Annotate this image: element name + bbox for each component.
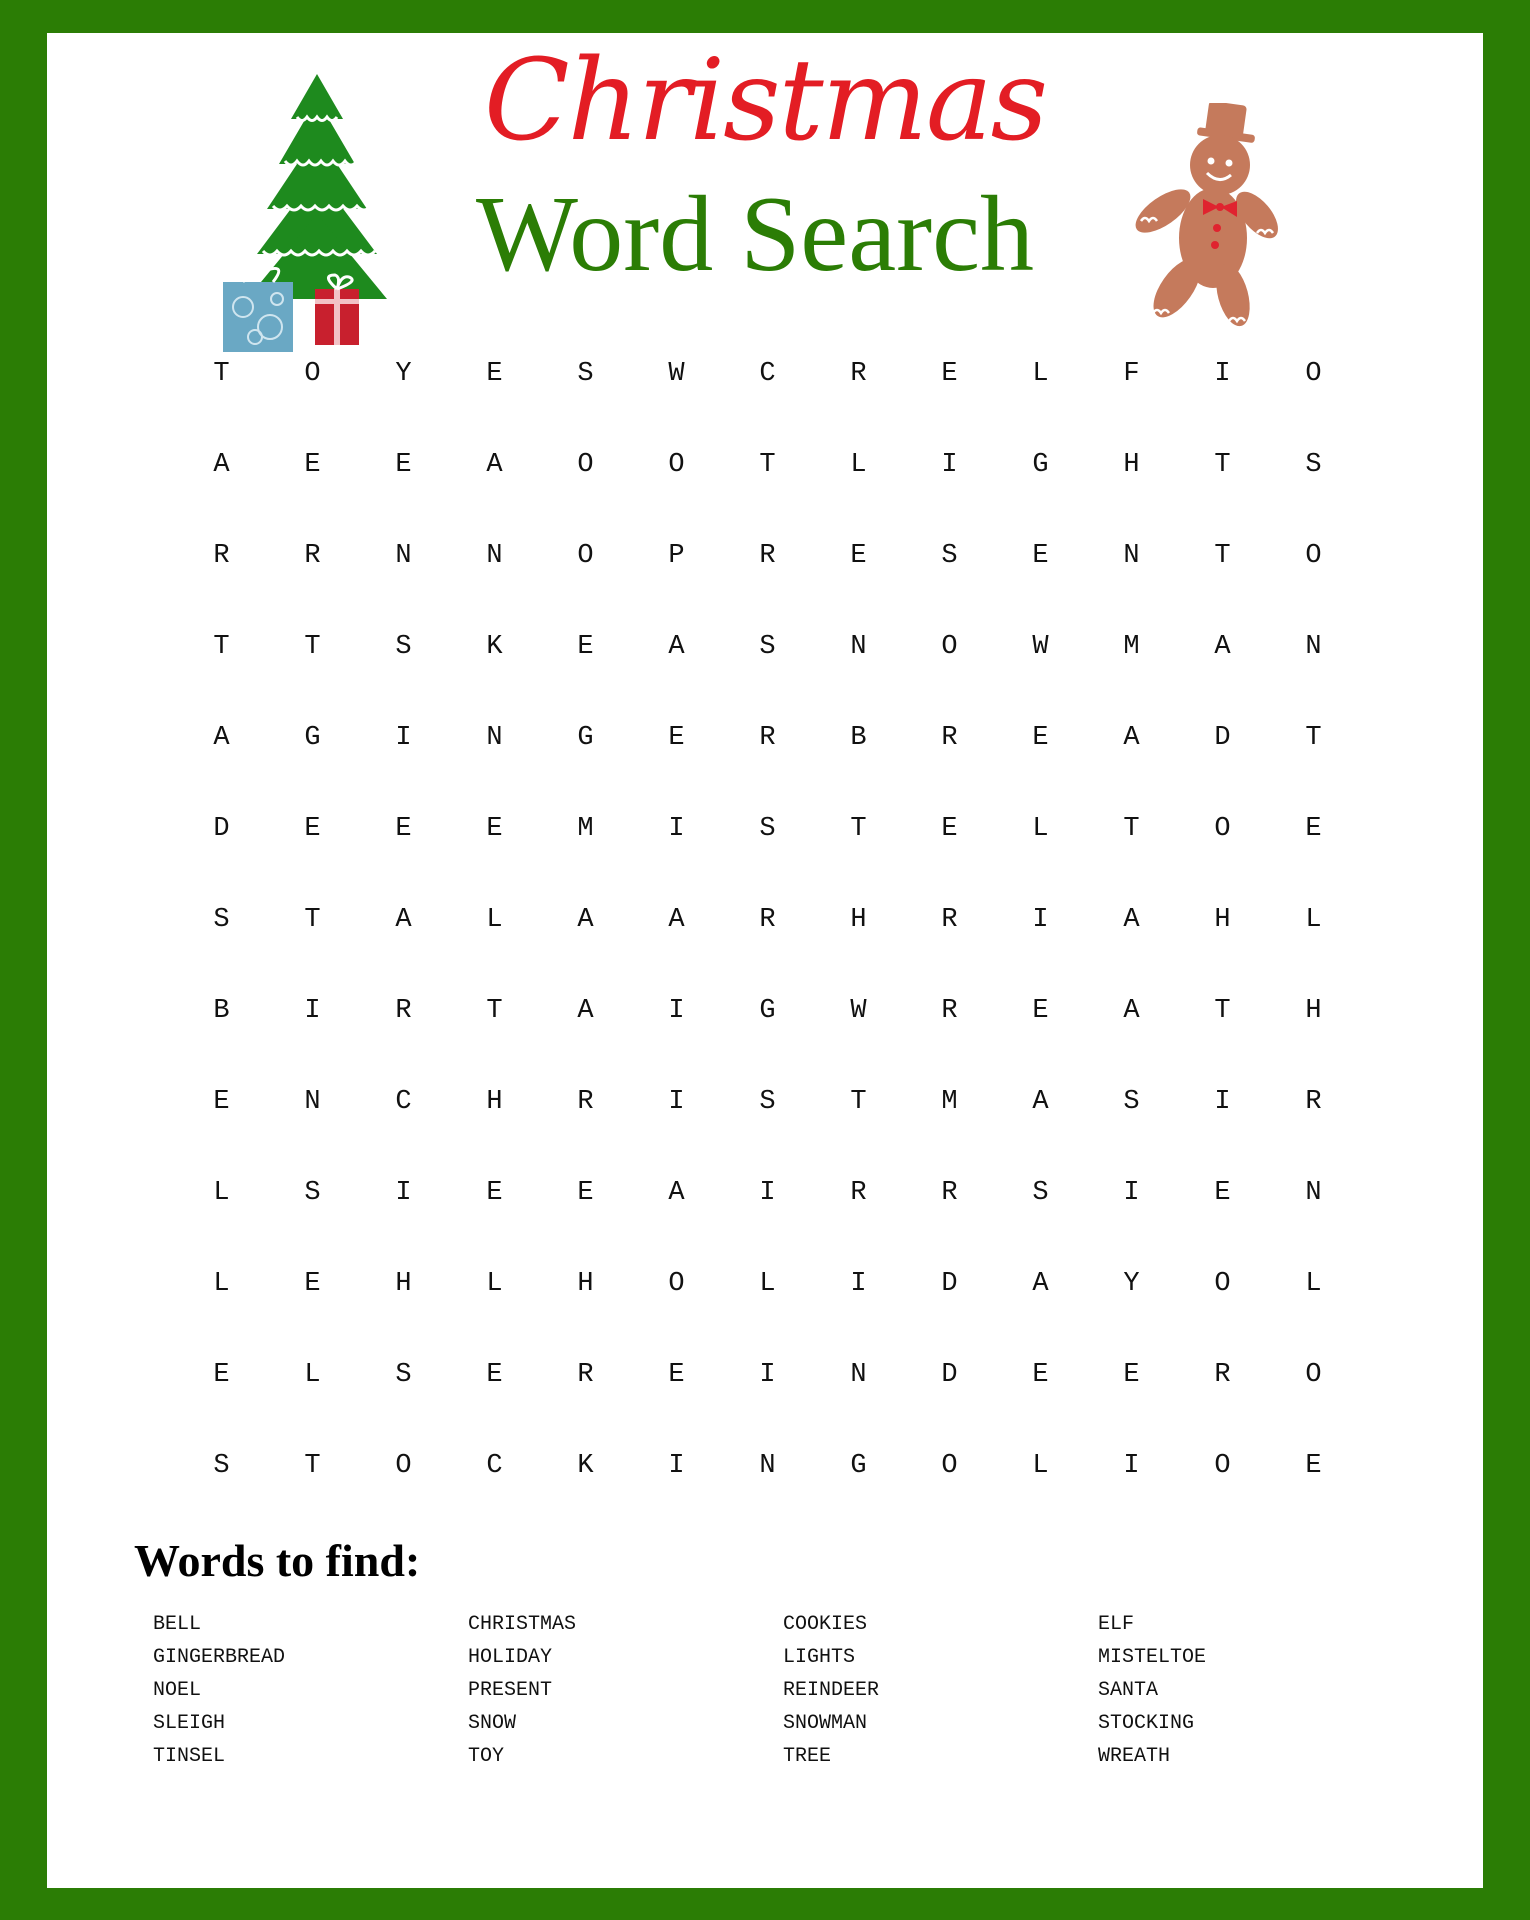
grid-letter: G — [577, 722, 594, 753]
grid-letter: I — [941, 449, 958, 480]
word-item: MISTELTOE — [1098, 1646, 1207, 1669]
grid-letter: S — [304, 1177, 321, 1208]
grid-letter: I — [395, 1177, 412, 1208]
grid-letter: T — [850, 813, 867, 844]
grid-letter: N — [395, 540, 412, 571]
grid-letter: E — [486, 813, 503, 844]
title-script: Christmas — [483, 36, 1047, 166]
grid-letter: C — [395, 1086, 412, 1117]
grid-letter: H — [1214, 904, 1231, 935]
grid-letter: C — [759, 358, 776, 389]
grid-letter: L — [213, 1268, 230, 1299]
grid-row — [176, 965, 1406, 1056]
grid-letter: O — [395, 1450, 412, 1481]
grid-row — [176, 692, 1406, 783]
grid-letter: E — [941, 358, 958, 389]
word-item: SLEIGH — [153, 1712, 226, 1735]
grid-letter: I — [668, 1086, 685, 1117]
word-item: SANTA — [1098, 1679, 1159, 1702]
grid-letter: H — [395, 1268, 412, 1299]
grid-letter: R — [759, 722, 776, 753]
grid-letter: A — [213, 449, 230, 480]
grid-letter: P — [668, 540, 685, 571]
word-item: WREATH — [1098, 1745, 1171, 1768]
grid-letter: L — [1032, 813, 1049, 844]
grid-letter: A — [1123, 995, 1140, 1026]
grid-letter: O — [668, 449, 685, 480]
grid-letter: S — [1123, 1086, 1140, 1117]
grid-letter: E — [668, 722, 685, 753]
grid-letter: E — [395, 813, 412, 844]
grid-letter: M — [941, 1086, 958, 1117]
grid-letter: I — [1032, 904, 1049, 935]
grid-letter: T — [759, 449, 776, 480]
grid-letter: F — [1123, 358, 1140, 389]
word-item: PRESENT — [468, 1679, 553, 1702]
grid-letter: A — [668, 904, 685, 935]
grid-letter: B — [213, 995, 230, 1026]
grid-letter: Y — [395, 358, 412, 389]
word-item: REINDEER — [783, 1679, 880, 1702]
grid-row — [176, 1420, 1406, 1511]
grid-letter: N — [304, 1086, 321, 1117]
grid-letter: R — [304, 540, 321, 571]
grid-letter: R — [577, 1359, 594, 1390]
word-item: TOY — [468, 1745, 505, 1768]
grid-letter: A — [577, 995, 594, 1026]
grid-letter: E — [577, 631, 594, 662]
grid-letter: C — [486, 1450, 503, 1481]
grid-letter: E — [395, 449, 412, 480]
grid-letter: S — [213, 1450, 230, 1481]
grid-letter: S — [941, 540, 958, 571]
grid-letter: T — [304, 904, 321, 935]
grid-letter: O — [1305, 358, 1322, 389]
grid-letter: E — [1032, 995, 1049, 1026]
grid-letter: D — [941, 1268, 958, 1299]
grid-letter: S — [759, 631, 776, 662]
grid-letter: N — [1123, 540, 1140, 571]
grid-letter: T — [1214, 540, 1231, 571]
grid-letter: O — [1214, 1450, 1231, 1481]
grid-letter: E — [304, 449, 321, 480]
grid-row — [176, 1238, 1406, 1329]
grid-letter: N — [1305, 1177, 1322, 1208]
grid-letter: A — [1032, 1268, 1049, 1299]
grid-letter: E — [304, 1268, 321, 1299]
grid-letter: O — [1305, 1359, 1322, 1390]
word-list — [153, 1608, 1413, 1773]
grid-letter: A — [668, 1177, 685, 1208]
grid-letter: H — [577, 1268, 594, 1299]
grid-letter: R — [1305, 1086, 1322, 1117]
grid-letter: L — [304, 1359, 321, 1390]
grid-letter: E — [1305, 1450, 1322, 1481]
grid-letter: I — [668, 813, 685, 844]
grid-letter: L — [213, 1177, 230, 1208]
grid-letter: Y — [1123, 1268, 1140, 1299]
grid-letter: T — [213, 358, 230, 389]
grid-letter: I — [304, 995, 321, 1026]
grid-letter: A — [1032, 1086, 1049, 1117]
grid-letter: T — [850, 1086, 867, 1117]
grid-letter: E — [304, 813, 321, 844]
grid-row — [176, 328, 1406, 419]
grid-letter: N — [850, 631, 867, 662]
grid-letter: E — [486, 1359, 503, 1390]
grid-letter: I — [1214, 1086, 1231, 1117]
grid-letter: S — [395, 1359, 412, 1390]
grid-letter: E — [941, 813, 958, 844]
grid-letter: N — [850, 1359, 867, 1390]
grid-letter: L — [486, 1268, 503, 1299]
grid-letter: H — [850, 904, 867, 935]
grid-letter: E — [1032, 540, 1049, 571]
grid-letter: A — [1214, 631, 1231, 662]
grid-letter: R — [1214, 1359, 1231, 1390]
grid-letter: N — [759, 1450, 776, 1481]
grid-letter: M — [577, 813, 594, 844]
word-item: CHRISTMAS — [468, 1613, 577, 1636]
word-item: TREE — [783, 1745, 832, 1768]
grid-letter: S — [1032, 1177, 1049, 1208]
grid-letter: R — [213, 540, 230, 571]
grid-letter: W — [668, 358, 685, 389]
grid-letter: G — [1032, 449, 1049, 480]
grid-letter: R — [395, 995, 412, 1026]
word-item: LIGHTS — [783, 1646, 856, 1669]
word-item: SNOW — [468, 1712, 517, 1735]
grid-letter: I — [395, 722, 412, 753]
grid-letter: E — [1032, 1359, 1049, 1390]
grid-letter: R — [759, 904, 776, 935]
grid-row — [176, 874, 1406, 965]
grid-letter: T — [1305, 722, 1322, 753]
grid-letter: N — [1305, 631, 1322, 662]
grid-row — [176, 510, 1406, 601]
word-item: SNOWMAN — [783, 1712, 868, 1735]
grid-letter: A — [1123, 722, 1140, 753]
grid-letter: R — [850, 358, 867, 389]
grid-letter: O — [668, 1268, 685, 1299]
grid-letter: R — [577, 1086, 594, 1117]
grid-letter: E — [577, 1177, 594, 1208]
grid-letter: R — [941, 1177, 958, 1208]
grid-letter: O — [1214, 813, 1231, 844]
grid-letter: N — [486, 722, 503, 753]
grid-letter: D — [1214, 722, 1231, 753]
grid-letter: R — [850, 1177, 867, 1208]
grid-letter: A — [1123, 904, 1140, 935]
grid-letter: O — [577, 540, 594, 571]
grid-row — [176, 1329, 1406, 1420]
grid-letter: I — [759, 1177, 776, 1208]
grid-letter: S — [759, 1086, 776, 1117]
grid-letter: D — [941, 1359, 958, 1390]
grid-letter: I — [1123, 1177, 1140, 1208]
grid-letter: I — [1214, 358, 1231, 389]
grid-letter: E — [668, 1359, 685, 1390]
grid-letter: G — [850, 1450, 867, 1481]
grid-letter: R — [941, 722, 958, 753]
grid-letter: N — [486, 540, 503, 571]
grid-letter: H — [1123, 449, 1140, 480]
grid-letter: D — [213, 813, 230, 844]
word-item: STOCKING — [1098, 1712, 1195, 1735]
grid-letter: E — [213, 1086, 230, 1117]
grid-letter: T — [1123, 813, 1140, 844]
grid-letter: I — [759, 1359, 776, 1390]
grid-letter: I — [668, 1450, 685, 1481]
grid-letter: E — [1032, 722, 1049, 753]
grid-letter: I — [668, 995, 685, 1026]
grid-row — [176, 1056, 1406, 1147]
word-item: NOEL — [153, 1679, 202, 1702]
grid-letter: I — [850, 1268, 867, 1299]
grid-letter: E — [850, 540, 867, 571]
grid-letter: K — [486, 631, 503, 662]
grid-letter: A — [577, 904, 594, 935]
grid-letter: E — [1123, 1359, 1140, 1390]
grid-letter: A — [486, 449, 503, 480]
grid-letter: S — [577, 358, 594, 389]
grid-row — [176, 783, 1406, 874]
grid-letter: G — [759, 995, 776, 1026]
grid-letter: E — [486, 358, 503, 389]
grid-letter: I — [1123, 1450, 1140, 1481]
grid-letter: H — [486, 1086, 503, 1117]
grid-letter: W — [1032, 631, 1049, 662]
worksheet-page — [47, 33, 1483, 1888]
words-heading: Words to find: — [134, 1535, 421, 1586]
word-item: BELL — [153, 1613, 202, 1636]
grid-letter: A — [668, 631, 685, 662]
grid-letter: T — [1214, 449, 1231, 480]
grid-letter: H — [1305, 995, 1322, 1026]
grid-letter: L — [1032, 1450, 1049, 1481]
word-item: COOKIES — [783, 1613, 868, 1636]
grid-letter: B — [850, 722, 867, 753]
grid-letter: S — [213, 904, 230, 935]
word-item: TINSEL — [153, 1745, 226, 1768]
letter-grid — [176, 328, 1406, 1511]
grid-letter: A — [395, 904, 412, 935]
grid-letter: R — [941, 904, 958, 935]
grid-letter: T — [213, 631, 230, 662]
grid-letter: E — [1305, 813, 1322, 844]
grid-letter: O — [1305, 540, 1322, 571]
grid-row — [176, 601, 1406, 692]
grid-letter: W — [850, 995, 867, 1026]
grid-letter: S — [395, 631, 412, 662]
grid-letter: E — [486, 1177, 503, 1208]
word-item: ELF — [1098, 1613, 1135, 1636]
grid-letter: A — [213, 722, 230, 753]
grid-letter: E — [1214, 1177, 1231, 1208]
grid-letter: O — [941, 1450, 958, 1481]
grid-letter: O — [941, 631, 958, 662]
grid-letter: L — [850, 449, 867, 480]
grid-letter: O — [1214, 1268, 1231, 1299]
grid-letter: T — [304, 631, 321, 662]
grid-letter: T — [304, 1450, 321, 1481]
page-title: Word Search — [475, 175, 1035, 294]
grid-letter: M — [1123, 631, 1140, 662]
grid-letter: S — [1305, 449, 1322, 480]
grid-letter: L — [759, 1268, 776, 1299]
grid-letter: L — [1305, 904, 1322, 935]
grid-letter: T — [1214, 995, 1231, 1026]
grid-letter: T — [486, 995, 503, 1026]
grid-letter: G — [304, 722, 321, 753]
grid-letter: L — [1305, 1268, 1322, 1299]
grid-letter: K — [577, 1450, 594, 1481]
grid-letter: S — [759, 813, 776, 844]
grid-letter: O — [304, 358, 321, 389]
grid-row — [176, 419, 1406, 510]
word-item: HOLIDAY — [468, 1646, 553, 1669]
grid-letter: L — [1032, 358, 1049, 389]
grid-letter: R — [759, 540, 776, 571]
grid-letter: E — [213, 1359, 230, 1390]
grid-letter: L — [486, 904, 503, 935]
word-item: GINGERBREAD — [153, 1646, 286, 1669]
grid-row — [176, 1147, 1406, 1238]
grid-letter: R — [941, 995, 958, 1026]
grid-letter: O — [577, 449, 594, 480]
